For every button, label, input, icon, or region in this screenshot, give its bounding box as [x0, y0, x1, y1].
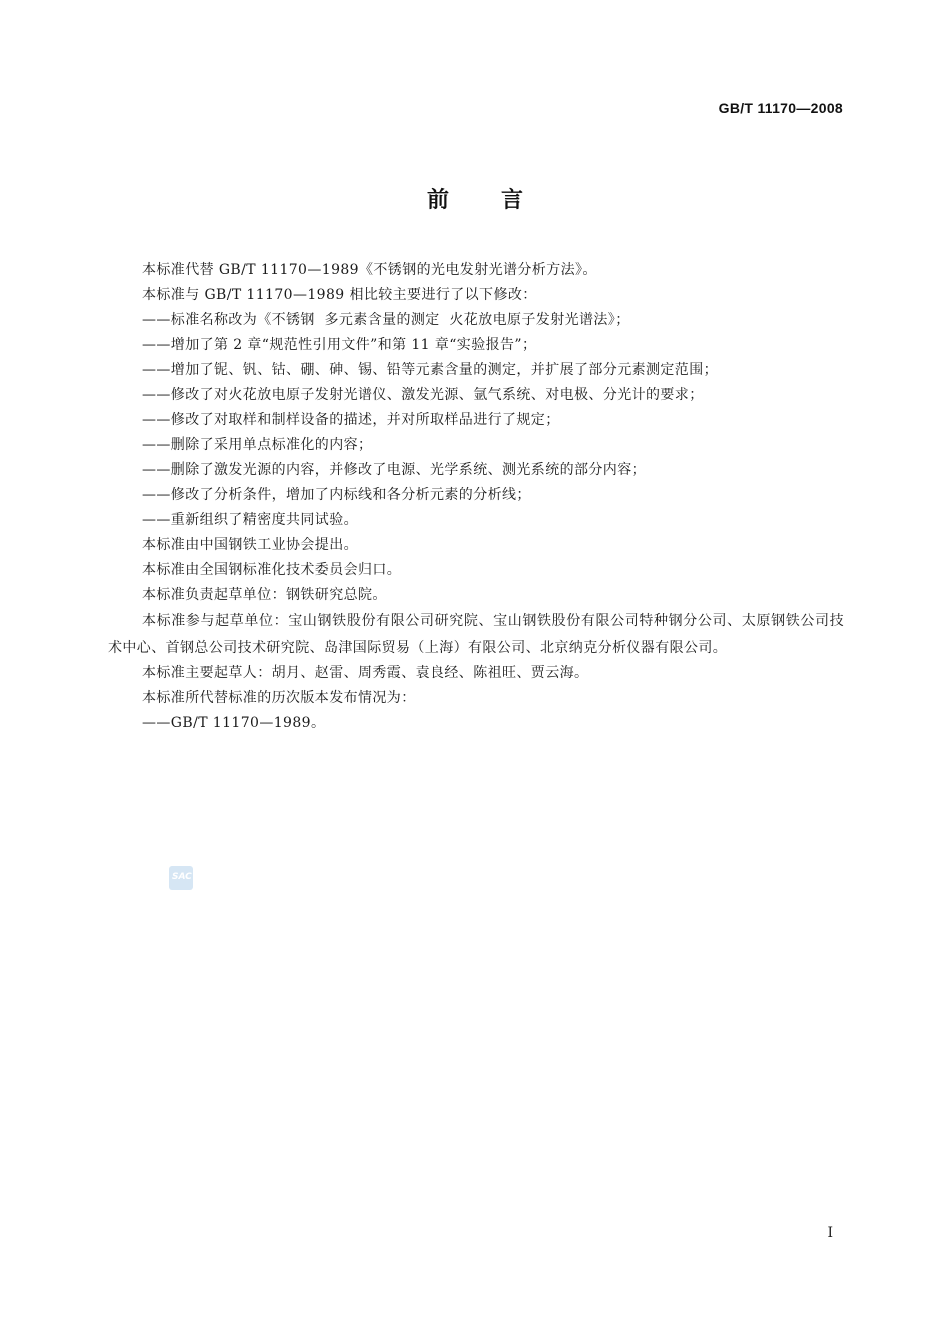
sac-logo-text: SAC: [172, 872, 192, 882]
page-title: 前言: [426, 188, 575, 213]
change-item: ——修改了对火花放电原子发射光谱仪、激发光源、氩气系统、对电极、分光计的要求；: [142, 387, 704, 403]
foreword-body: [108, 258, 844, 736]
change-item: ——标准名称改为《不锈钢 多元素含量的测定 火花放电原子发射光谱法》；: [142, 312, 630, 328]
change-item: ——删除了采用单点标准化的内容；: [142, 437, 373, 453]
change-item: ——增加了铌、钒、钴、硼、砷、锡、铅等元素含量的测定，并扩展了部分元素测定范围；: [142, 362, 718, 378]
document-code: GB/T 11170—2008: [718, 100, 843, 116]
paragraph-drafting-unit: 本标准负责起草单位：钢铁研究总院。: [142, 587, 387, 603]
change-item: ——重新组织了精密度共同试验。: [142, 512, 358, 528]
paragraph-drafters: 本标准主要起草人：胡月、赵雷、周秀霞、袁良经、陈祖旺、贾云海。: [142, 665, 589, 681]
change-item: ——修改了分析条件，增加了内标线和各分析元素的分析线；: [142, 487, 531, 503]
change-item: ——修改了对取样和制样设备的描述，并对所取样品进行了规定；: [142, 412, 560, 428]
paragraph-replaces: 本标准代替 GB/T 11170—1989《不锈钢的光电发射光谱分析方法》。: [142, 262, 597, 278]
sac-logo: [169, 866, 193, 890]
paragraph-history-intro: 本标准所代替标准的历次版本发布情况为：: [142, 690, 416, 706]
change-item: ——删除了激发光源的内容，并修改了电源、光学系统、测光系统的部分内容；: [142, 462, 646, 478]
paragraph-participating-units: 本标准参与起草单位：宝山钢铁股份有限公司研究院、宝山钢铁股份有限公司特种钢分公司、太原钢铁公司技术中心、首钢总公司技术研究院、岛津国际贸易（上海）有限公司、北京纳克分析仪器有限公司。: [108, 613, 844, 656]
history-item: ——GB/T 11170—1989。: [142, 715, 326, 731]
paragraph-changes-intro: 本标准与 GB/T 11170—1989 相比较主要进行了以下修改：: [142, 287, 537, 303]
paragraph-committee: 本标准由全国钢标准化技术委员会归口。: [142, 562, 402, 578]
page-number: I: [827, 1225, 833, 1241]
paragraph-proposer: 本标准由中国钢铁工业协会提出。: [142, 537, 358, 553]
change-item: ——增加了第 2 章“规范性引用文件”和第 11 章“实验报告”；: [142, 337, 537, 353]
